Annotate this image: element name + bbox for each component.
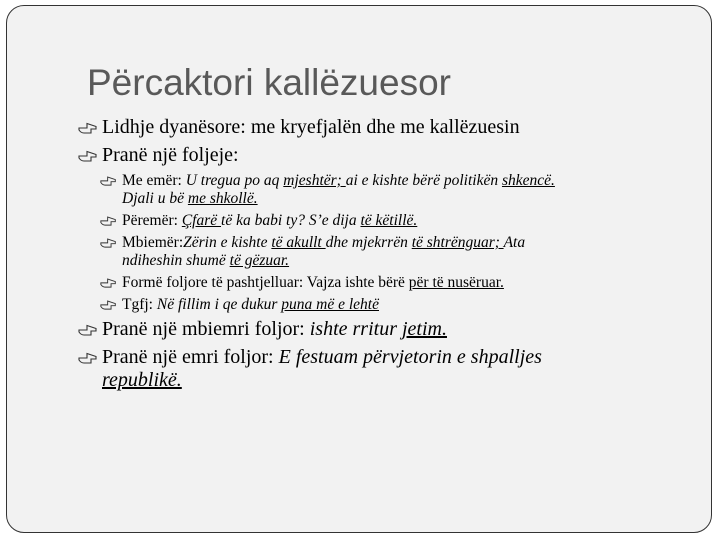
sub-bullet-5 (78, 296, 698, 314)
sub-bullet-2 (78, 212, 698, 230)
example-text: E festuam përvjetorin e shpalljes (278, 346, 542, 368)
example-underlined: për të nusëruar. (408, 274, 504, 291)
bullet-item-2 (78, 144, 698, 167)
bullet-item-1 (78, 116, 698, 139)
example-underlined: Çfarë (181, 212, 222, 229)
example-underlined: të akullt (271, 234, 326, 251)
hand-pointer-icon (100, 173, 120, 189)
hand-pointer-icon (78, 349, 98, 365)
example-text: Zërin e kishte (183, 234, 272, 251)
example-underlined: të gëzuar. (229, 252, 290, 269)
example-underlined: puna më e lehtë (281, 296, 379, 313)
bullet-text: Pranë një foljeje: (102, 144, 239, 166)
sub-bullet-label: Formë foljore të pashtjelluar: Vajza ishte bërë (122, 274, 409, 291)
hand-pointer-icon (100, 235, 120, 251)
example-underlined: të këtillë. (360, 212, 418, 229)
example-text: ai e kishte bërë politikën (345, 172, 502, 189)
hand-pointer-icon (78, 147, 98, 163)
example-underlined: republikë. (102, 369, 182, 391)
bullet-text: Pranë një emri foljor: (102, 346, 279, 368)
example-text: Ata (503, 234, 526, 251)
sub-bullet-label: Tgfj: (122, 296, 157, 313)
example-text: ishte rritur (309, 318, 402, 340)
example-underlined: mjeshtër; (283, 172, 346, 189)
slide-content (78, 116, 698, 397)
sub-bullet-label: Përemër: (122, 212, 182, 229)
sub-bullet-1 (78, 172, 698, 208)
hand-pointer-icon (100, 213, 120, 229)
sub-bullet-3 (78, 234, 698, 270)
sub-bullet-label: Mbiemër: (122, 234, 184, 251)
example-underlined: shkencë. (501, 172, 555, 189)
bullet-item-3 (78, 318, 698, 341)
bullet-text: Pranë një mbiemri foljor: (102, 318, 310, 340)
bullet-item-4 (78, 346, 698, 392)
hand-pointer-icon (78, 119, 98, 135)
hand-pointer-icon (100, 275, 120, 291)
example-text: Në fillim i qe dukur (156, 296, 282, 313)
example-text: ndiheshin shumë (122, 252, 230, 269)
example-text: dhe mjekrrën (325, 234, 412, 251)
example-text: të ka babi ty? S’e dija (221, 212, 361, 229)
example-text: U tregua po aq (185, 172, 284, 189)
sub-bullet-label: Me emër: (122, 172, 186, 189)
example-underlined: me shkollë. (187, 190, 258, 207)
slide-title: Përcaktori kallëzuesor (87, 62, 451, 103)
sub-bullet-4 (78, 274, 698, 292)
example-underlined: të shtrënguar; (411, 234, 504, 251)
bullet-text: Lidhje dyanësore: me kryefjalën dhe me kallëzuesin (102, 116, 520, 138)
hand-pointer-icon (78, 321, 98, 337)
example-underlined: jetim. (401, 318, 447, 340)
hand-pointer-icon (100, 297, 120, 313)
example-text: Djali u bë (122, 190, 188, 207)
